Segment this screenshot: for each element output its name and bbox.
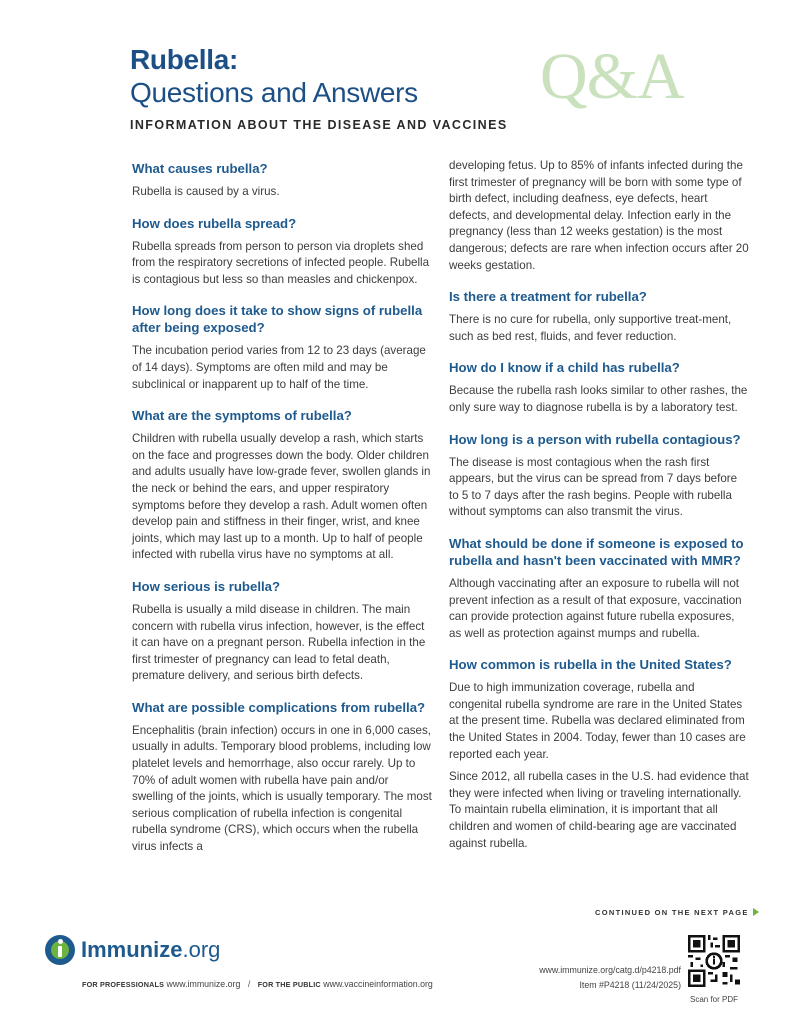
professionals-link[interactable]: www.immunize.org bbox=[166, 979, 241, 989]
qa-item bbox=[449, 288, 749, 345]
right-column bbox=[449, 158, 749, 866]
professionals-label: FOR PROFESSIONALS bbox=[82, 980, 165, 989]
question-heading: How long does it take to show signs of rubella after being exposed? bbox=[132, 303, 423, 336]
question-heading: How serious is rubella? bbox=[132, 578, 281, 594]
page-title: Rubella: bbox=[130, 44, 239, 75]
qa-item bbox=[132, 578, 432, 685]
page-title-subline: Questions and Answers bbox=[130, 77, 418, 108]
question-heading: What are possible complications from rubella? bbox=[132, 699, 426, 715]
answer-text: Encephalitis (brain infection) occurs in one in 6,000 cases, usually in adults. Temporary blood problems, including low platelet levels and hemorrhage, also occur rarely. Up to 70% of adult women with rubella have pain and/or swelling of the joints, which is usually temporary. The most serious complication of rubella infection is congenital rubella syndrome (CRS), which occurs when the rubella virus infects a bbox=[132, 723, 432, 854]
qa-item bbox=[449, 656, 749, 852]
qr-code-icon bbox=[688, 935, 740, 987]
answer-text: Rubella is usually a mild disease in children. The main concern with rubella virus infection, however, is the effect it can have on a pregnant person. Rubella infection in the first trimester of pregnancy can lead to fetal death, premature delivery, and serious birth defects. bbox=[132, 602, 426, 683]
question-heading: What are the symptoms of rubella? bbox=[132, 408, 352, 424]
qa-item bbox=[132, 407, 432, 564]
question-heading: How common is rubella in the United States? bbox=[449, 657, 732, 673]
footer-links bbox=[82, 979, 433, 989]
qa-item bbox=[449, 359, 749, 416]
question-heading: How does rubella spread? bbox=[132, 215, 297, 231]
qa-item bbox=[132, 215, 432, 289]
answer-text: Due to high immunization coverage, rubella and congenital rubella syndrome are rare in the United States at the present time. Rubella was declared eliminated from the United States in 2004. Today, fewer than 10 cases are reported each year. bbox=[449, 681, 746, 761]
qa-item bbox=[449, 431, 749, 521]
immunize-logo-icon bbox=[45, 935, 75, 965]
qr-caption: Scan for PDF bbox=[690, 995, 739, 1004]
page-subtitle: INFORMATION ABOUT THE DISEASE AND VACCINES bbox=[130, 118, 508, 132]
answer-text: Rubella spreads from person to person via droplets shed from the respiratory secretions of infected people. Rubella is contagious but less so than measles and chickenpox. bbox=[132, 239, 430, 286]
answer-text: There is no cure for rubella, only supportive treat-ment, such as bed rest, fluids, and fever reduction. bbox=[449, 313, 732, 343]
immunize-logo[interactable] bbox=[45, 935, 220, 965]
qa-item bbox=[132, 160, 432, 201]
answer-text: The disease is most contagious when the rash first appears, but the virus can be spread from 7 days before to 5 to 7 days after the rash begins. People with rubella without symptoms can also transmit the virus. bbox=[449, 455, 738, 519]
public-link[interactable]: www.vaccineinformation.org bbox=[323, 979, 433, 989]
answer-text: Children with rubella usually develop a rash, which starts on the face and progresses down the body. Older children and adults usually have low-grade fever, swollen glands in the neck or behind the ears, and upper respiratory symptoms before they develop a rash. Adult women often develop pain and stiffness in their finger, wrist, and knee joints, which may last up to a month. Up to half of people infected with rubella virus have no symptoms at all. bbox=[132, 432, 431, 562]
question-heading: Is there a treatment for rubella? bbox=[449, 289, 647, 305]
answer-text-continued: Since 2012, all rubella cases in the U.S. had evidence that they were infected when living or traveling internationally. To maintain rubella elimination, it is important that all children and women of child-bearing age are vaccinated against rubella. bbox=[449, 770, 749, 850]
answer-continuation: developing fetus. Up to 85% of infants infected during the first trimester of pregnancy will be born with some type of birth defect, including deafness, eye defects, heart defects, and developmental delay. Infection early in the pregnancy (less than 12 weeks gestation) is the most dangerous; defects are rare when infection occurs after 20 weeks gestation. bbox=[449, 159, 749, 272]
answer-text: The incubation period varies from 12 to 23 days (average of 14 days). Symptoms are often mild and may be subclinical or inapparent up to half of the time. bbox=[132, 344, 426, 391]
separator: / bbox=[247, 979, 251, 989]
item-number: Item #P4218 (11/24/2025) bbox=[579, 980, 681, 990]
answer-text: Rubella is caused by a virus. bbox=[132, 185, 280, 198]
qa-item bbox=[449, 535, 749, 642]
left-column bbox=[132, 160, 432, 870]
question-heading: How long is a person with rubella contagious? bbox=[449, 431, 741, 447]
question-heading: What should be done if someone is exposed to rubella and hasn't been vaccinated with MMR? bbox=[449, 535, 744, 568]
question-heading: How do I know if a child has rubella? bbox=[449, 360, 680, 376]
continued-next-page bbox=[595, 908, 759, 917]
qa-item bbox=[132, 302, 432, 393]
pdf-info bbox=[539, 963, 681, 993]
answer-text: Although vaccinating after an exposure to rubella will not prevent infection as a result of that exposure, vaccination can provide protection against future rubella exposures, as well as protection against mumps and rubella. bbox=[449, 576, 742, 640]
question-heading: What causes rubella? bbox=[132, 161, 268, 176]
answer-text: Because the rubella rash looks similar to other rashes, the only sure way to diagnose rubella is by a laboratory test. bbox=[449, 384, 748, 414]
qa-item bbox=[132, 699, 432, 856]
qa-watermark: Q&A bbox=[540, 40, 684, 113]
continued-label: CONTINUED ON THE NEXT PAGE bbox=[595, 908, 749, 917]
public-label: FOR THE PUBLIC bbox=[257, 980, 321, 989]
next-arrow-icon bbox=[753, 908, 759, 916]
pdf-url-link[interactable]: www.immunize.org/catg.d/p4218.pdf bbox=[539, 965, 681, 975]
logo-wordmark: Immunize.org bbox=[81, 937, 221, 962]
